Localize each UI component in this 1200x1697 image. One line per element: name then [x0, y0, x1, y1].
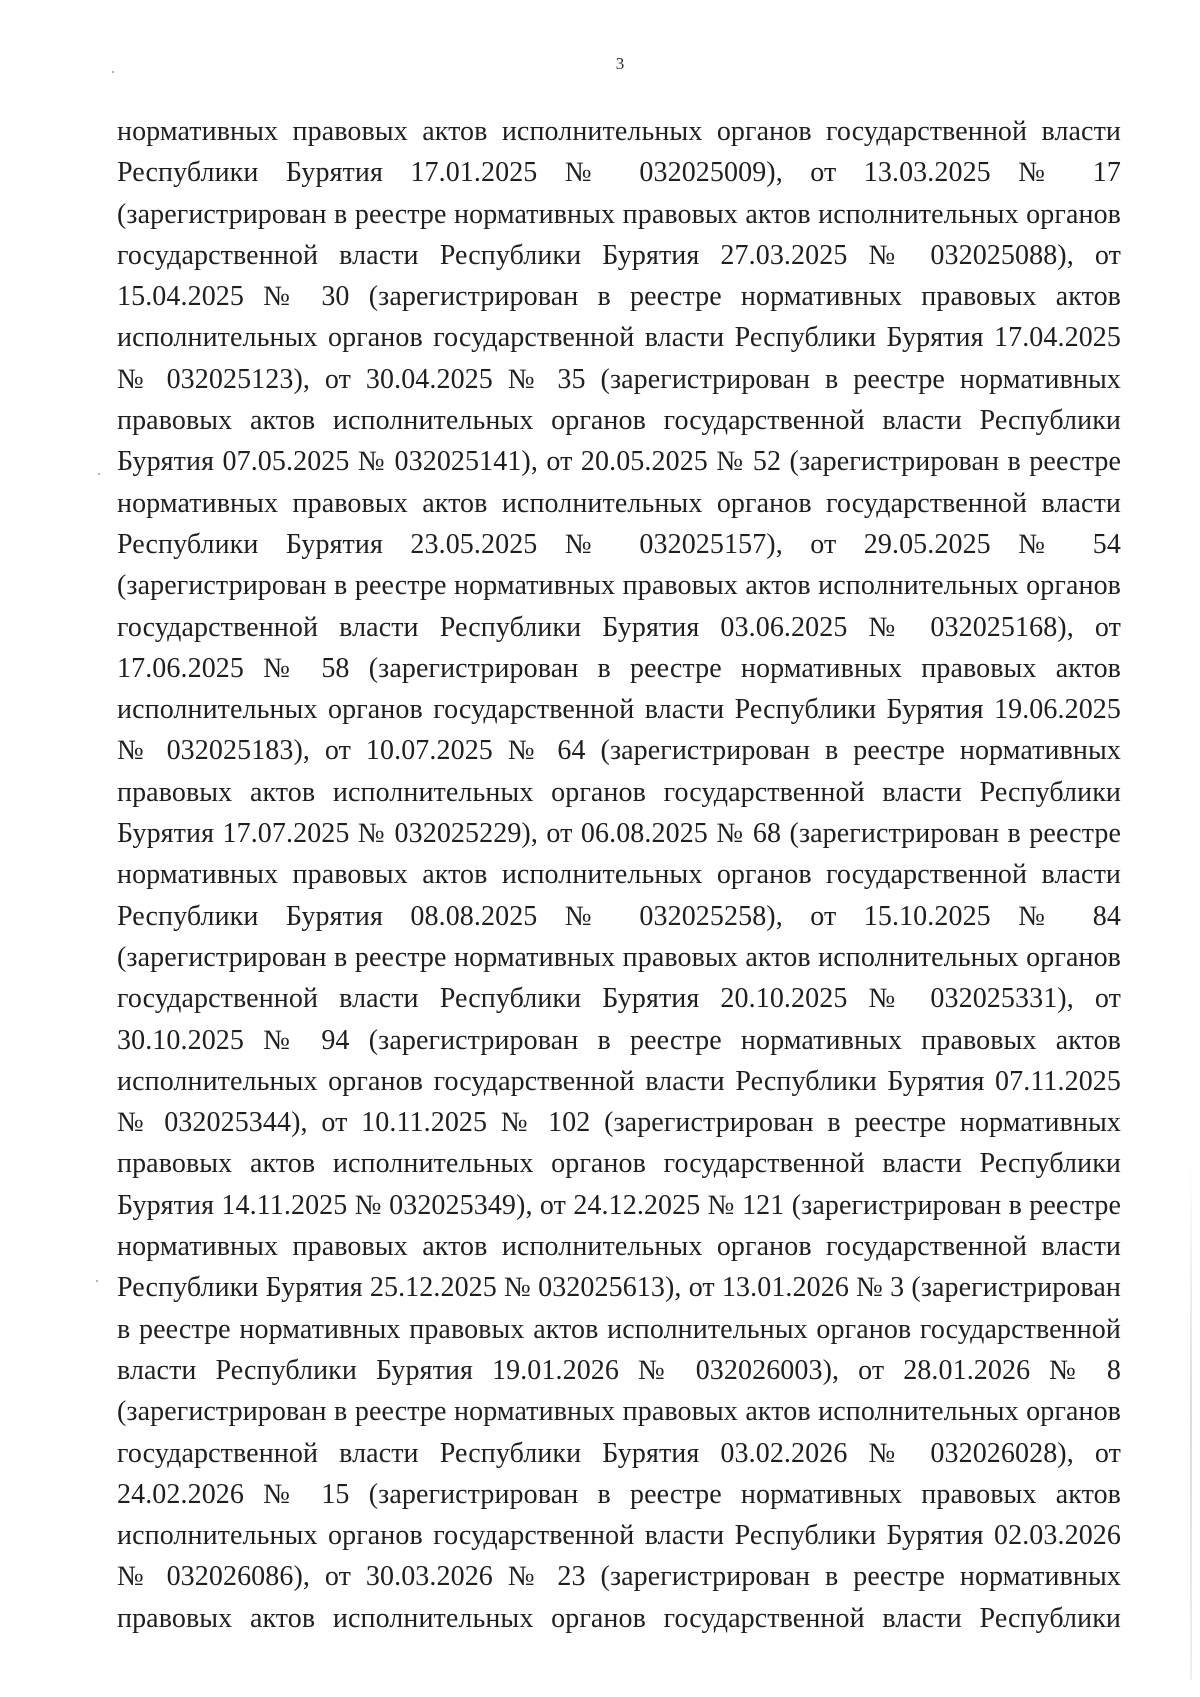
- text-line: в реестре нормативных правовых актов исполнительных органов государственной: [117, 1313, 1121, 1345]
- text-line: Бурятия 07.05.2025 № 032025141), от 20.05.2025 № 52 (зарегистрирован в реестре: [117, 446, 1121, 478]
- text-line: нормативных правовых актов исполнительных органов государственной власти: [117, 1231, 1121, 1263]
- text-line: 15.04.2025 № 30 (зарегистрирован в реестре нормативных правовых актов: [117, 281, 1121, 313]
- text-line: власти Республики Бурятия 19.01.2026 № 032026003), от 28.01.2026 № 8: [117, 1354, 1121, 1386]
- text-line: Бурятия 17.07.2025 № 032025229), от 06.08.2025 № 68 (зарегистрирован в реестре: [117, 818, 1121, 850]
- text-line: Республики Бурятия 25.12.2025 № 032025613), от 13.01.2026 № 3 (зарегистрирован: [117, 1272, 1121, 1304]
- text-line: правовых актов исполнительных органов государственной власти Республики: [117, 1148, 1121, 1180]
- text-line: правовых актов исполнительных органов государственной власти Республики: [117, 1602, 1121, 1634]
- text-line: (зарегистрирован в реестре нормативных правовых актов исполнительных органов: [117, 198, 1121, 230]
- text-line: правовых актов исполнительных органов государственной власти Республики: [117, 776, 1121, 808]
- text-line: исполнительных органов государственной власти Республики Бурятия 07.11.2025: [117, 1065, 1121, 1097]
- text-line: исполнительных органов государственной власти Республики Бурятия 19.06.2025: [117, 694, 1121, 726]
- text-line: № 032025344), от 10.11.2025 № 102 (зарегистрирован в реестре нормативных: [117, 1107, 1121, 1139]
- text-line: нормативных правовых актов исполнительных органов государственной власти: [117, 116, 1121, 147]
- scan-speck: [96, 1280, 98, 1282]
- text-line: (зарегистрирован в реестре нормативных правовых актов исполнительных органов: [117, 1396, 1121, 1428]
- text-line: № 032026086), от 30.03.2026 № 23 (зарегистрирован в реестре нормативных: [117, 1561, 1121, 1593]
- text-line: государственной власти Республики Бурятия 03.06.2025 № 032025168), от: [117, 611, 1121, 643]
- text-line: (зарегистрирован в реестре нормативных правовых актов исполнительных органов: [117, 941, 1121, 973]
- text-line: исполнительных органов государственной власти Республики Бурятия 17.04.2025: [117, 322, 1121, 354]
- text-line: нормативных правовых актов исполнительных органов государственной власти: [117, 487, 1121, 519]
- scan-edge-shadow: [1190, 1160, 1192, 1680]
- text-line: 24.02.2026 № 15 (зарегистрирован в реестре нормативных правовых актов: [117, 1478, 1121, 1510]
- text-line: нормативных правовых актов исполнительных органов государственной власти: [117, 859, 1121, 891]
- text-line: Республики Бурятия 17.01.2025 № 032025009), от 13.03.2025 № 17: [117, 157, 1121, 189]
- text-line: правовых актов исполнительных органов государственной власти Республики: [117, 405, 1121, 437]
- text-line: Республики Бурятия 08.08.2025 № 032025258), от 15.10.2025 № 84: [117, 900, 1121, 932]
- text-line: Бурятия 14.11.2025 № 032025349), от 24.12.2025 № 121 (зарегистрирован в реестре: [117, 1189, 1121, 1221]
- text-line: государственной власти Республики Бурятия 27.03.2025 № 032025088), от: [117, 239, 1121, 271]
- text-line: государственной власти Республики Бурятия 20.10.2025 № 032025331), от: [117, 983, 1121, 1015]
- text-line: № 032025183), от 10.07.2025 № 64 (зарегистрирован в реестре нормативных: [117, 735, 1121, 767]
- page-number: 3: [615, 54, 625, 73]
- scan-speck: [98, 473, 100, 475]
- text-line: № 032025123), от 30.04.2025 № 35 (зарегистрирован в реестре нормативных: [117, 363, 1121, 395]
- text-line: Республики Бурятия 23.05.2025 № 032025157), от 29.05.2025 № 54: [117, 528, 1121, 560]
- text-line: 30.10.2025 № 94 (зарегистрирован в реестре нормативных правовых актов: [117, 1024, 1121, 1056]
- text-line: (зарегистрирован в реестре нормативных правовых актов исполнительных органов: [117, 570, 1121, 602]
- scan-speck: [112, 71, 114, 73]
- text-line: исполнительных органов государственной власти Республики Бурятия 02.03.2026: [117, 1520, 1121, 1552]
- text-line: государственной власти Республики Бурятия 03.02.2026 № 032026028), от: [117, 1437, 1121, 1469]
- text-line: 17.06.2025 № 58 (зарегистрирован в реестре нормативных правовых актов: [117, 652, 1121, 684]
- document-body: [117, 111, 1121, 1639]
